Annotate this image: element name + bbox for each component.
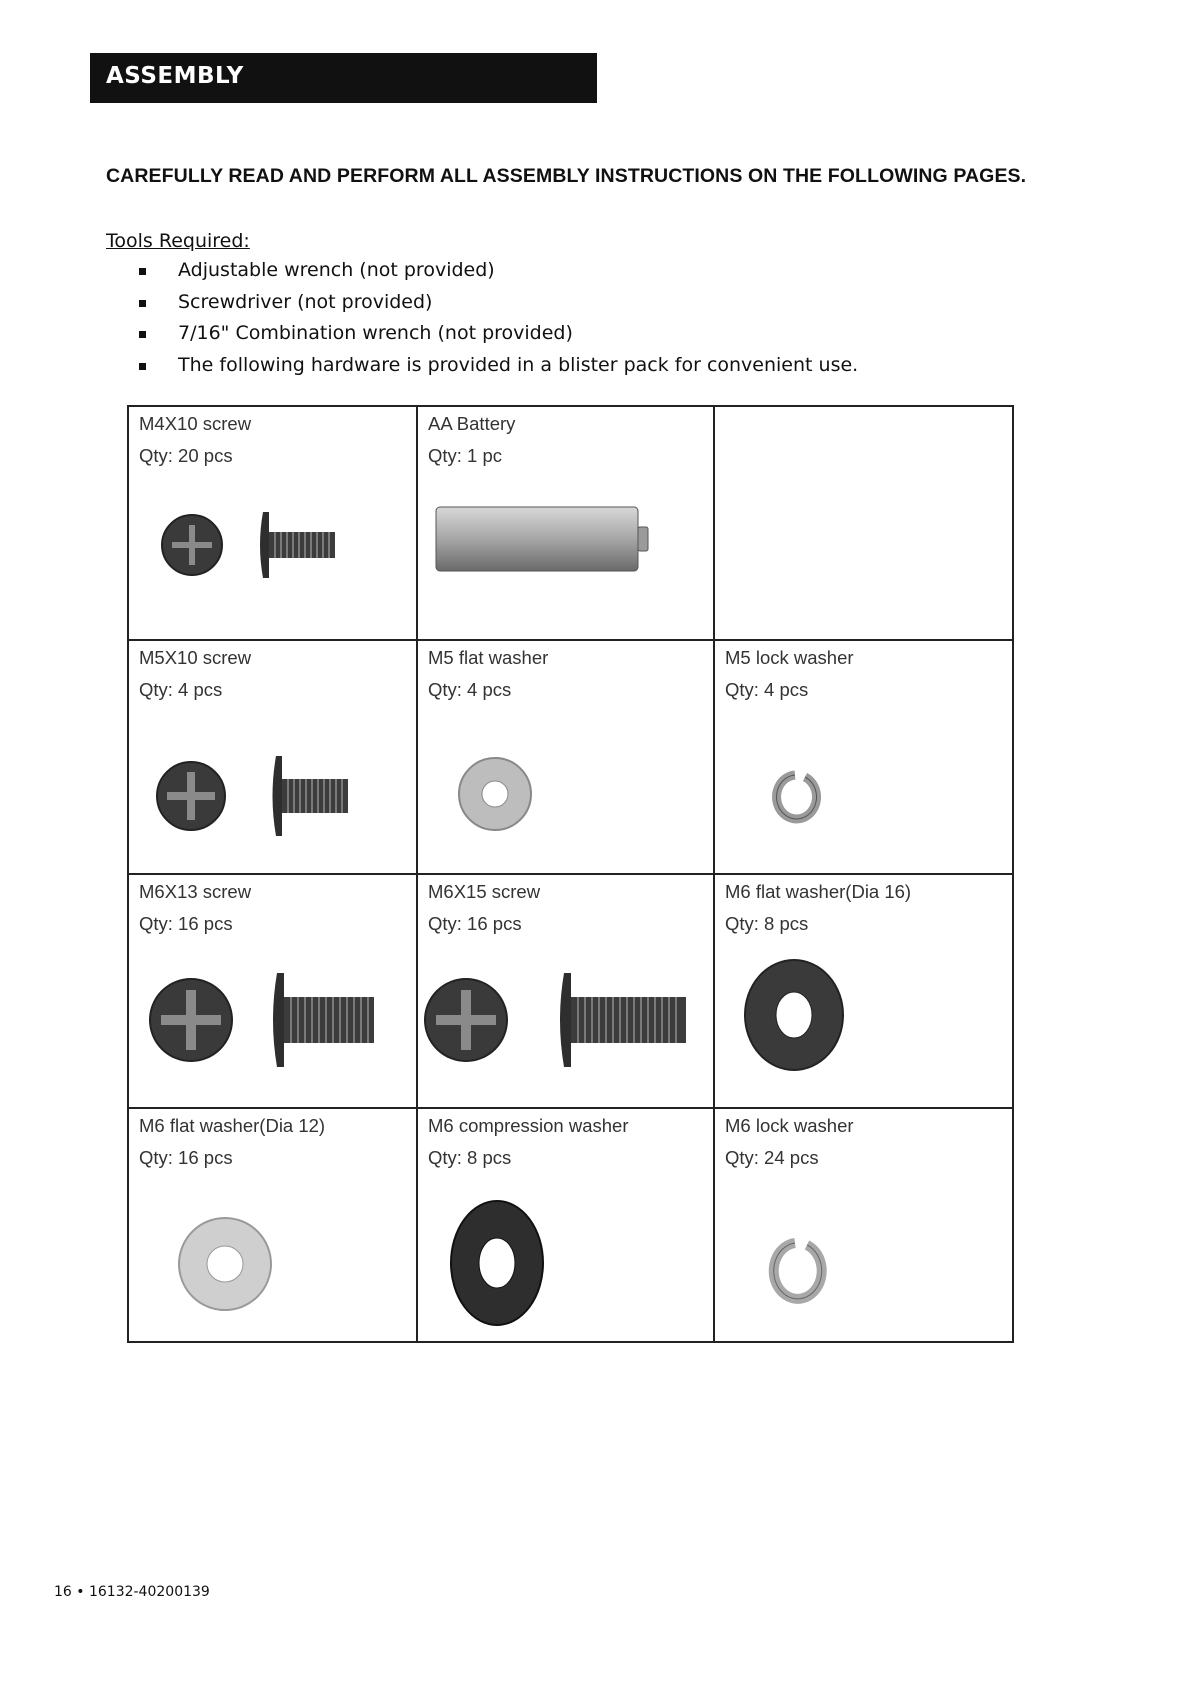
hardware-qty: Qty: 1 pc (428, 445, 503, 466)
hardware-row (128, 640, 1013, 874)
hardware-qty: Qty: 4 pcs (428, 679, 512, 700)
bullet-icon (139, 268, 146, 275)
hardware-row (128, 874, 1013, 1108)
section-header-bar (90, 53, 597, 103)
hardware-qty: Qty: 8 pcs (428, 1147, 512, 1168)
tools-list-item: Screwdriver (not provided) (106, 291, 858, 323)
hardware-cell (714, 640, 1013, 874)
hardware-cell (128, 640, 417, 874)
hardware-cell (128, 406, 417, 640)
hardware-name: M6 compression washer (428, 1115, 629, 1136)
hardware-name: AA Battery (428, 413, 516, 434)
hardware-name: M5X10 screw (139, 647, 252, 668)
tools-list-item: 7/16" Combination wrench (not provided) (106, 322, 858, 354)
section-title: ASSEMBLY (106, 63, 244, 89)
hardware-cell (714, 1108, 1013, 1342)
hardware-cell (417, 1108, 714, 1342)
assembly-instruction: CAREFULLY READ AND PERFORM ALL ASSEMBLY INSTRUCTIONS ON THE FOLLOWING PAGES. (106, 165, 1027, 187)
hardware-qty: Qty: 16 pcs (139, 913, 233, 934)
hardware-row (128, 1108, 1013, 1342)
hardware-name: M6X13 screw (139, 881, 252, 902)
hardware-row (128, 406, 1013, 640)
tools-list-item: The following hardware is provided in a blister pack for convenient use. (106, 354, 858, 386)
tools-required-heading: Tools Required: (106, 230, 250, 252)
hardware-qty: Qty: 24 pcs (725, 1147, 819, 1168)
hardware-cell (128, 874, 417, 1108)
hardware-cell (417, 874, 714, 1108)
tools-list-item: Adjustable wrench (not provided) (106, 259, 858, 291)
hardware-name: M6X15 screw (428, 881, 541, 902)
flat-washer-icon (129, 1179, 416, 1329)
hardware-name: M5 flat washer (428, 647, 549, 668)
bullet-icon (139, 331, 146, 338)
hardware-qty: Qty: 16 pcs (428, 913, 522, 934)
hardware-name: M4X10 screw (139, 413, 252, 434)
screw-icon (129, 477, 416, 627)
hardware-cell-empty (714, 406, 1013, 640)
hardware-qty: Qty: 16 pcs (139, 1147, 233, 1168)
hardware-name: M6 lock washer (725, 1115, 854, 1136)
screw-icon (129, 711, 416, 861)
hardware-cell (714, 874, 1013, 1108)
bullet-icon (139, 300, 146, 307)
hardware-table (127, 405, 1014, 1343)
hardware-cell (417, 406, 714, 640)
lock-washer-icon (715, 1179, 1012, 1329)
hardware-name: M6 flat washer(Dia 12) (139, 1115, 326, 1136)
flat-washer-icon (418, 711, 713, 861)
compression-washer-icon (418, 1179, 713, 1329)
screw-icon (129, 945, 416, 1095)
screw-icon (418, 945, 713, 1095)
flat-washer-icon (715, 945, 1012, 1095)
hardware-qty: Qty: 4 pcs (139, 679, 223, 700)
lock-washer-icon (715, 711, 1012, 861)
bullet-icon (139, 363, 146, 370)
tools-list (106, 259, 858, 385)
hardware-qty: Qty: 8 pcs (725, 913, 809, 934)
hardware-cell (417, 640, 714, 874)
page-footer: 16 • 16132-40200139 (54, 1584, 210, 1600)
hardware-qty: Qty: 20 pcs (139, 445, 233, 466)
hardware-name: M6 flat washer(Dia 16) (725, 881, 912, 902)
hardware-cell (128, 1108, 417, 1342)
battery-icon (418, 477, 713, 627)
hardware-qty: Qty: 4 pcs (725, 679, 809, 700)
hardware-name: M5 lock washer (725, 647, 854, 668)
